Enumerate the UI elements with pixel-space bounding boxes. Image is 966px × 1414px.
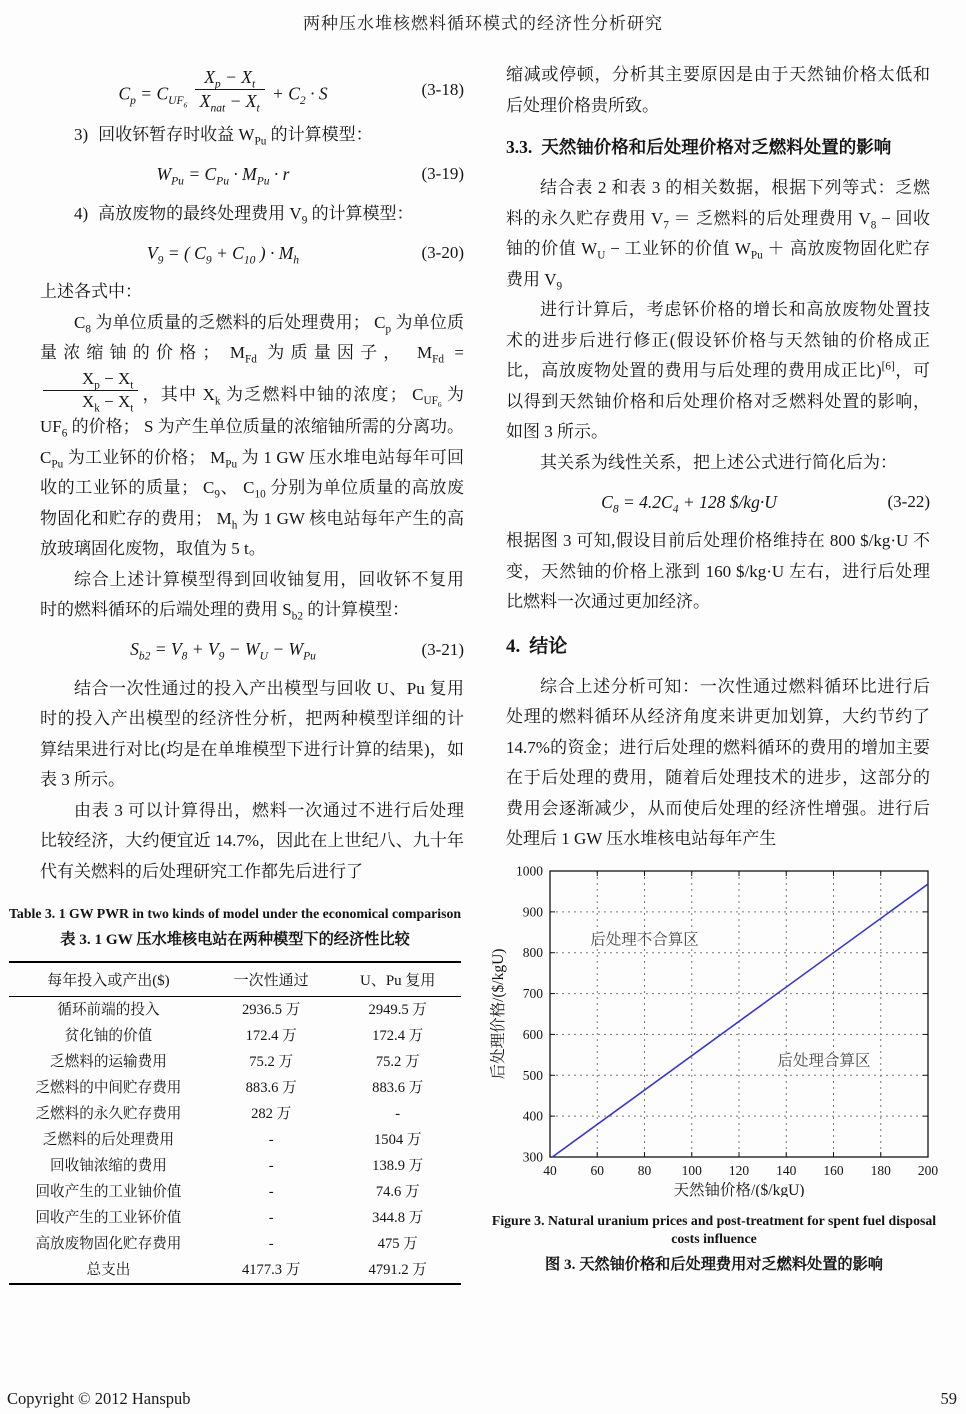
x-tick-label: 60	[590, 1162, 604, 1178]
x-axis-label: 天然铀价格/($/kgU)	[673, 1181, 805, 1197]
table-cell: -	[268, 1209, 274, 1226]
paragraph: 根据图 3 可知,假设目前后处理价格维持在 800 $/kg·U 不变，天然铀的价格上涨到 160 $/kg·U 左右，进行后处理比燃料一次通过更加经济。	[506, 531, 930, 611]
table-cell: 4791.2 万	[368, 1261, 427, 1278]
table-cell: 4177.3 万	[241, 1261, 301, 1278]
figure3-caption-cn: 图 3. 天然铀价格和后处理费用对乏燃料处置的影响	[545, 1255, 883, 1273]
footer-copyright: Copyright © 2012 Hanspub	[7, 1389, 191, 1408]
table-cell: 475 万	[377, 1235, 418, 1252]
equation-math: $C_8 = 4.2C_4 + 128$ $/kg·U	[601, 491, 777, 515]
equation-number: (3-18)	[421, 79, 464, 99]
equation-3-20	[40, 236, 464, 270]
item-text: 回收钚暂存时收益 $W_{Pu}$ 的计算模型：	[98, 125, 373, 148]
table-cell: 138.9 万	[372, 1157, 424, 1174]
y-axis-label: 后处理价格/($/kgU)	[490, 948, 507, 1079]
table-cell: 回收铀浓缩的费用	[50, 1157, 167, 1174]
heading-text: 天然铀价格和后处理价格对乏燃料处置的影响	[541, 137, 892, 157]
equation-number: (3-19)	[421, 164, 464, 183]
table-header-cell: U、Pu 复用	[359, 973, 436, 990]
region-annotation: 后处理合算区	[777, 1051, 871, 1069]
table-cell: 2936.5 万	[241, 1001, 301, 1018]
right-column-blocks	[506, 60, 930, 855]
table-row	[9, 1179, 461, 1205]
table-row	[9, 1231, 461, 1257]
table-cell: 回收产生的工业钚价值	[35, 1209, 182, 1226]
table-cell: -	[268, 1131, 274, 1148]
equation-math: $C_p = C_{UF_6}$ $\frac{X_p - X_t}{X_{nat} - X_t}$ + $C_2 \cdot S$	[118, 67, 328, 115]
table-row	[9, 1075, 461, 1101]
paragraph: 综合上述计算模型得到回收铀复用，回收钚不复用时的燃料循环的后端处理的费用 $S_{b2}$ 的计算模型：	[40, 569, 464, 623]
table-row	[9, 1205, 461, 1231]
x-tick-label: 80	[637, 1162, 652, 1178]
equation-3-19	[40, 157, 464, 191]
table-cell: 282 万	[251, 1105, 292, 1122]
table-cell: -	[268, 1183, 274, 1200]
equation-math: $S_{b2} = V_8 + V_9 - W_U - W_{Pu}$	[130, 639, 316, 663]
table-cell: 883.6 万	[245, 1079, 297, 1096]
heading-text: 结论	[529, 635, 568, 657]
equation-number: (3-20)	[421, 243, 464, 262]
table-cell: 总支出	[86, 1261, 131, 1278]
paragraph: 结合一次性通过的投入产出模型与回收 U、Pu 复用时的投入产出模型的经济性分析，把两种模型详细的计算结果进行对比(均是在单堆模型下进行计算的结果)，如表 3 所示。	[40, 678, 464, 790]
table-row	[9, 1153, 461, 1179]
x-tick-label: 180	[870, 1162, 891, 1178]
item-text: 高放废物的最终处理费用 $V_9$ 的计算模型：	[98, 204, 414, 227]
equation-math: $V_9$ = ( $C_9 + C_{10}$ ) · $M_h$	[146, 242, 300, 266]
equation-3-21	[40, 633, 464, 667]
section-heading	[506, 634, 930, 660]
fraction: $\frac{X_p - X_t}{X_{nat} - X_t}$	[195, 67, 265, 112]
paragraph: 其关系为线性关系，把上述公式进行简化后为：	[540, 452, 897, 472]
equation-number: (3-21)	[421, 639, 464, 659]
x-tick-label: 120	[728, 1162, 750, 1178]
table-cell: 2949.5 万	[368, 1001, 427, 1018]
right-column	[490, 60, 939, 1285]
table-cell: 75.2 万	[249, 1053, 294, 1070]
table-cell: 1504 万	[373, 1131, 422, 1148]
paragraph: 综合上述分析可知：一次性通过燃料循环比进行后处理的燃料循环从经济角度来讲更加划算，大约节约了 14.7%的资金；进行后处理的燃料循环的费用的增加主要在于后处理的费用，随着后处理技术的进步，这部分的费用会逐渐减少，从而使后处理的经济性增强。进行后处理后 1 GW 压水堆核电站每年产生	[506, 676, 930, 848]
table-cell: -	[268, 1235, 274, 1252]
table-cell: -	[395, 1105, 401, 1122]
table-cell: 贫化铀的价值	[64, 1027, 153, 1044]
left-column-blocks	[40, 67, 464, 887]
table-cell: 乏燃料的后处理费用	[42, 1131, 175, 1148]
numbered-item	[40, 119, 464, 150]
page-footer	[7, 1389, 957, 1409]
two-column-body	[0, 34, 966, 1285]
heading-number: 3.3.	[506, 137, 533, 157]
x-tick-label: 160	[823, 1162, 844, 1178]
table3-block	[9, 905, 461, 1285]
table-header-cell: 每年投入或产出($)	[47, 973, 170, 990]
equation-math: $W_{Pu} = C_{Pu} \cdot M_{Pu} \cdot r$	[156, 163, 290, 187]
table-row	[9, 1049, 461, 1075]
table-cell: 172.4 万	[372, 1027, 424, 1044]
table-cell: 172.4 万	[245, 1027, 297, 1044]
table-row	[9, 1257, 461, 1284]
equation-number: (3-22)	[887, 492, 930, 511]
table3-caption-en: Table 3. 1 GW PWR in two kinds of model under the economical comparison	[9, 906, 462, 922]
fraction: $\frac{X_p - X_t}{X_k - X_t}$	[43, 369, 138, 413]
left-column	[9, 60, 465, 1285]
table-row	[9, 1127, 461, 1153]
y-tick-label: 500	[522, 1067, 543, 1083]
figure3-chart	[488, 863, 940, 1197]
table-cell: 乏燃料的永久贮存费用	[35, 1105, 182, 1122]
x-tick-label: 200	[917, 1162, 939, 1178]
table-cell: 883.6 万	[372, 1079, 424, 1096]
table-header-cell: 一次性通过	[233, 973, 309, 990]
x-tick-label: 140	[776, 1162, 797, 1178]
y-tick-label: 700	[522, 985, 543, 1001]
footer-page-number: 59	[940, 1389, 957, 1408]
paragraph: 进行计算后，考虑钚价格的增长和高放废物处置技术的进步后进行修正(假设钚价格与天然铀的价格成正比，高放废物处置的费用与后处理的费用成正比)[6]，可以得到天然铀价格和后处理价格对乏燃料处置的影响，如图 3 所示。	[506, 300, 931, 441]
section-heading	[506, 133, 930, 161]
x-tick-label: 40	[543, 1162, 557, 1178]
table-row	[9, 1101, 461, 1127]
paragraph: $C_8$ 为单位质量的乏燃料的后处理费用； $C_p$ 为单位质量浓缩铀的价格； $M_{Fd}$ 为质量因子， $M_{Fd}$ = $\frac{X_p - X_t}{X_k - X_t}$ ，其中 $X_k$ 为乏燃料中铀的浓度； $C_{UF_6}$ 为 $UF_6$ 的价格； S 为产生单位质量的浓缩铀所需的分离功。 $C_{Pu}$ 为工业钚的价格； $M_{Pu}$ 为 1 GW 压水堆电站每年可回收的工业钚的质量； $C_9$、 $C_{10}$ 分别为单位质量的高放废物固化和贮存的费用； $M_h$ 为 1 GW 核电站每年产生的高放玻璃固化废物，取值为 5 t。	[40, 312, 465, 559]
data-line	[552, 884, 928, 1157]
y-tick-label: 800	[522, 944, 543, 960]
equation-3-22	[506, 485, 930, 519]
figure3-caption-en: Figure 3. Natural uranium prices and post-treatment for spent fuel disposal costs influence	[491, 1212, 937, 1246]
table-row	[9, 1023, 461, 1049]
table-cell: 74.6 万	[375, 1183, 420, 1200]
table-cell: 75.2 万	[375, 1053, 420, 1070]
region-annotation: 后处理不合算区	[590, 931, 699, 949]
heading-number: 4.	[506, 635, 521, 657]
equation-3-18	[40, 67, 464, 115]
numbered-item	[40, 198, 464, 229]
paragraph: 由表 3 可以计算得出，燃料一次通过不进行后处理比较经济，大约便宜近 14.7%，因此在上世纪八、九十年代有关燃料的后处理研究工作都先后进行了	[40, 800, 464, 881]
item-marker: 3)	[74, 125, 89, 144]
paragraph: 上述各式中：	[40, 282, 142, 301]
table3-head	[9, 962, 461, 997]
table-cell: 乏燃料的中间贮存费用	[35, 1079, 182, 1096]
table3-caption-cn: 表 3. 1 GW 压水堆核电站在两种模型下的经济性比较	[60, 931, 410, 949]
paragraph: 结合表 2 和表 3 的相关数据，根据下列等式：乏燃料的永久贮存费用 $V_7$ ＝ 乏燃料的后处理费用 $V_8$ − 回收铀的价值 $W_U$ − 工业钚的价值 $W_{Pu}$ ＋ 高放废物固化贮存费用 $V_9$	[506, 178, 931, 292]
table3	[9, 961, 461, 1285]
table-header-row	[9, 962, 461, 997]
paragraph: 缩减或停顿，分析其主要原因是由于天然铀价格太低和后处理价格贵所致。	[506, 65, 930, 115]
table-cell: 乏燃料的运输费用	[50, 1053, 167, 1070]
table-cell: 回收产生的工业铀价值	[35, 1183, 182, 1200]
y-tick-label: 900	[522, 903, 543, 919]
table-row	[9, 997, 461, 1024]
y-tick-label: 600	[522, 1026, 543, 1042]
y-tick-label: 300	[522, 1149, 543, 1164]
figure3-block	[488, 863, 940, 1274]
item-marker: 4)	[74, 204, 89, 223]
page-title: 两种压水堆核燃料循环模式的经济性分析研究	[303, 14, 663, 33]
table-cell: 344.8 万	[372, 1209, 424, 1226]
table-cell: -	[268, 1157, 274, 1174]
y-tick-label: 400	[522, 1108, 543, 1124]
table-cell: 循环前端的投入	[57, 1001, 160, 1018]
table3-body	[9, 997, 461, 1285]
x-tick-label: 100	[681, 1162, 702, 1178]
y-tick-label: 1000	[516, 863, 543, 878]
table-cell: 高放废物固化贮存费用	[35, 1235, 182, 1252]
